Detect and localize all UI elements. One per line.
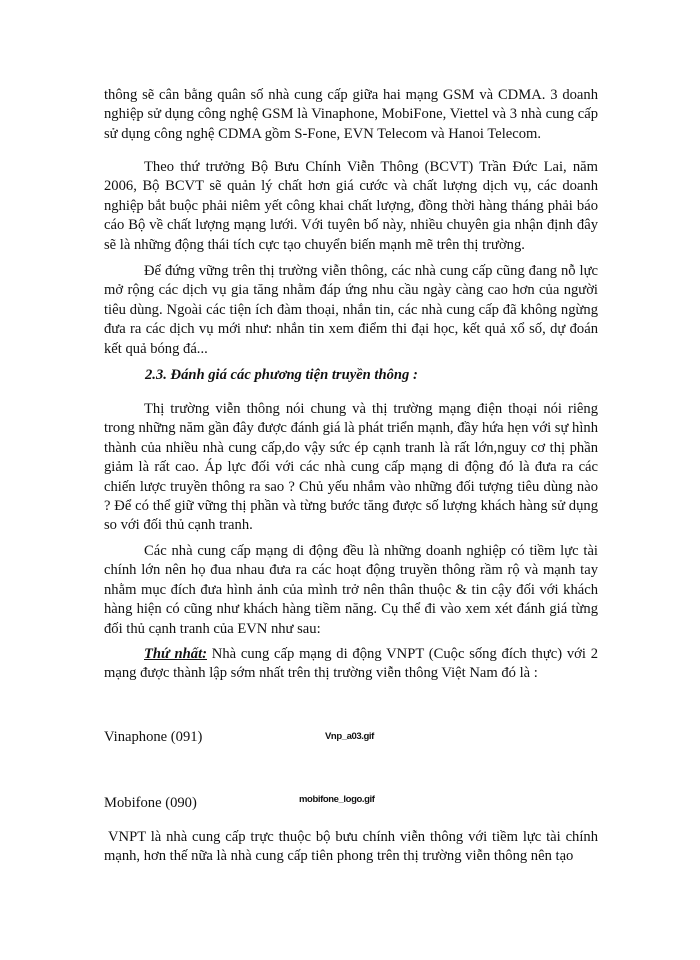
vinaphone-image-placeholder: Vnp_a03.gif [325, 731, 374, 742]
paragraph-6-lead: Thứ nhất: [144, 646, 208, 662]
vinaphone-label: Vinaphone (091) [104, 729, 203, 745]
paragraph-7: VNPT là nhà cung cấp trực thuộc bộ bưu chính viễn thông với tiềm lực tài chính mạnh, hơn thế nữa là nhà cung cấp tiên phong trên thị trường viễn thông nên tạo [104, 829, 598, 865]
mobifone-image-placeholder: mobifone_logo.gif [299, 794, 375, 805]
section-heading: 2.3. Đánh giá các phương tiện truyền thông : [145, 367, 418, 383]
paragraph-6-text: Nhà cung cấp mạng di động VNPT (Cuộc sống đích thực) với 2 mạng được thành lập sớm nhất trên thị trường viễn thông Việt Nam đó là : [104, 646, 599, 682]
mobifone-label: Mobifone (090) [104, 795, 197, 811]
paragraph-1: thông sẽ cân bằng quân số nhà cung cấp giữa hai mạng GSM và CDMA. 3 doanh nghiệp sử dụng công nghệ GSM là Vinaphone, MobiFone, Viettel và 3 nhà cung cấp sử dụng công nghệ CDMA gồm S-Fone, EVN Telecom và Hanoi Telecom. [104, 87, 598, 142]
paragraph-2: Theo thứ trưởng Bộ Bưu Chính Viễn Thông (BCVT) Trần Đức Lai, năm 2006, Bộ BCVT sẽ quản lý chất hơn giá cước và chất lượng dịch vụ, các doanh nghiệp bắt buộc phải niêm yết công khai chất lượng, đồng thời hàng tháng phải báo cáo Bộ về chất lượng mạng lưới. Với tuyên bố này, nhiều chuyên gia nhận định đây sẽ là những động thái tích cực tạo chuyển biến mạnh mẽ trên thị trường. [104, 159, 598, 253]
paragraph-3: Để đứng vững trên thị trường viễn thông, các nhà cung cấp cũng đang nỗ lực mở rộng các dịch vụ gia tăng nhằm đáp ứng nhu cầu ngày càng cao hơn của người tiêu dùng. Ngoài các tiện ích đàm thoại, nhắn tin, các nhà cung cấp đã không ngừng đưa ra các dịch vụ mới như: nhắn tin xem điểm thi đại học, kết quả xổ số, dự đoán kết quả bóng đá... [104, 263, 598, 357]
paragraph-6 [104, 645, 598, 684]
paragraph-5: Các nhà cung cấp mạng di động đều là những doanh nghiệp có tiềm lực tài chính lớn nên họ đua nhau đưa ra các hoạt động truyền thông rầm rộ và mạnh tay nhằm mục đích đưa hình ảnh của mình trở nên thân thuộc & tin cậy đối với khách hàng hiện có cũng như khách hàng tiềm năng. Cụ thể đi vào xem xét đánh giá từng đối thủ cạnh tranh của EVN như sau: [104, 543, 598, 637]
paragraph-4: Thị trường viễn thông nói chung và thị trường mạng điện thoại nói riêng trong những năm gần đây được đánh giá là phát triển mạnh, đầy hứa hẹn với sự hình thành của nhiều nhà cung cấp,do vậy sức ép cạnh tranh là rất lớn,nguy cơ thị phần giảm là rất cao. Áp lực đối với các nhà cung cấp mạng di động đó là đưa ra các chiến lược truyền thông ra sao ? Chủ yếu nhắm vào những đối tượng tiêu dùng nào ? Để có thể giữ vững thị phần và từng bước tăng được số lượng khách hàng sử dụng so với đối thủ cạnh tranh. [104, 401, 598, 534]
